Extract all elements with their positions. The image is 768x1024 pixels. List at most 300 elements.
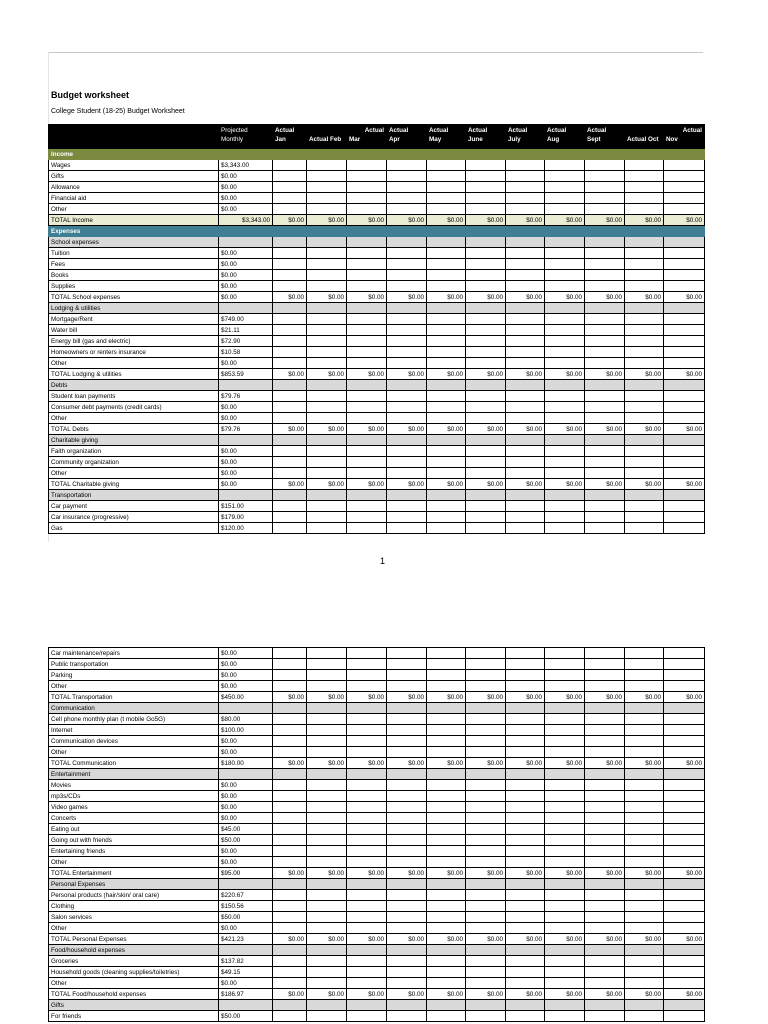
empty-cell [545, 923, 585, 934]
empty-cell [427, 237, 466, 248]
empty-cell [307, 659, 347, 670]
actual-value: $0.00 [347, 868, 387, 879]
projected-value: $0.00 [219, 204, 273, 215]
actual-value: $0.00 [585, 215, 625, 226]
actual-value: $0.00 [466, 934, 506, 945]
empty-cell [307, 160, 347, 171]
table-row-item [49, 978, 705, 989]
empty-cell [545, 193, 585, 204]
projected-value: $0.00 [219, 358, 273, 369]
actual-value: $0.00 [273, 989, 307, 1000]
empty-cell [506, 501, 545, 512]
empty-cell [625, 446, 664, 457]
actual-value: $0.00 [664, 692, 705, 703]
empty-cell [545, 857, 585, 868]
empty-cell [506, 802, 545, 813]
header-actual-month: Actual Mar [347, 125, 387, 149]
empty-cell [506, 912, 545, 923]
row-label: Internet [49, 725, 219, 736]
empty-cell [664, 648, 705, 659]
empty-cell [427, 149, 466, 160]
actual-value: $0.00 [427, 215, 466, 226]
empty-cell [347, 457, 387, 468]
empty-cell [307, 303, 347, 314]
table-row-item [49, 204, 705, 215]
empty-cell [387, 703, 427, 714]
empty-cell [585, 802, 625, 813]
empty-cell [545, 956, 585, 967]
row-label: Salon services [49, 912, 219, 923]
empty-cell [273, 747, 307, 758]
empty-cell [307, 512, 347, 523]
projected-value: $853.59 [219, 369, 273, 380]
actual-value: $0.00 [625, 758, 664, 769]
empty-cell [347, 182, 387, 193]
empty-cell [347, 160, 387, 171]
empty-cell [466, 204, 506, 215]
empty-cell [506, 956, 545, 967]
empty-cell [506, 703, 545, 714]
empty-cell [427, 681, 466, 692]
empty-cell [347, 149, 387, 160]
empty-cell [625, 490, 664, 501]
empty-cell [545, 314, 585, 325]
actual-value: $0.00 [307, 758, 347, 769]
actual-value: $0.00 [506, 758, 545, 769]
table-row-item [49, 160, 705, 171]
actual-value: $0.00 [387, 868, 427, 879]
actual-value: $0.00 [506, 215, 545, 226]
actual-value: $0.00 [427, 479, 466, 490]
empty-cell [664, 226, 705, 237]
empty-cell [585, 659, 625, 670]
section-label: Charitable giving [49, 435, 219, 446]
empty-cell [545, 391, 585, 402]
empty-cell [506, 1000, 545, 1011]
empty-cell [427, 270, 466, 281]
empty-cell [466, 879, 506, 890]
table-row-sect2 [49, 226, 705, 237]
row-label: Communication devices [49, 736, 219, 747]
empty-cell [347, 193, 387, 204]
empty-cell [625, 945, 664, 956]
empty-cell [427, 248, 466, 259]
empty-cell [625, 347, 664, 358]
empty-cell [387, 391, 427, 402]
empty-cell [625, 648, 664, 659]
empty-cell [585, 248, 625, 259]
empty-cell [387, 226, 427, 237]
empty-cell [307, 912, 347, 923]
empty-cell [387, 857, 427, 868]
empty-cell [387, 747, 427, 758]
actual-value: $0.00 [506, 692, 545, 703]
empty-cell [307, 259, 347, 270]
actual-value: $0.00 [387, 758, 427, 769]
row-label: Groceries [49, 956, 219, 967]
empty-cell [427, 824, 466, 835]
empty-cell [387, 347, 427, 358]
empty-cell [387, 813, 427, 824]
empty-cell [466, 193, 506, 204]
actual-value: $0.00 [545, 424, 585, 435]
row-label: Other [49, 747, 219, 758]
empty-cell [585, 149, 625, 160]
empty-cell [466, 846, 506, 857]
empty-cell [545, 358, 585, 369]
empty-cell [427, 648, 466, 659]
empty-cell [273, 347, 307, 358]
empty-cell [664, 336, 705, 347]
actual-value: $0.00 [664, 758, 705, 769]
table-row-item [49, 901, 705, 912]
empty-cell [545, 171, 585, 182]
empty-cell [664, 901, 705, 912]
table-row-total [49, 292, 705, 303]
empty-cell [664, 824, 705, 835]
actual-value: $0.00 [585, 934, 625, 945]
empty-cell [625, 204, 664, 215]
empty-cell [664, 879, 705, 890]
empty-cell [273, 512, 307, 523]
table-row-total [49, 758, 705, 769]
empty-cell [307, 923, 347, 934]
row-label: Other [49, 923, 219, 934]
empty-cell [466, 714, 506, 725]
empty-cell [585, 725, 625, 736]
section-label: Personal Expenses [49, 879, 219, 890]
projected-value: $95.00 [219, 868, 273, 879]
row-label: Car payment [49, 501, 219, 512]
table-row-item [49, 248, 705, 259]
empty-cell [545, 380, 585, 391]
empty-cell [585, 171, 625, 182]
empty-cell [219, 879, 273, 890]
empty-cell [664, 725, 705, 736]
empty-cell [347, 681, 387, 692]
empty-cell [273, 413, 307, 424]
empty-cell [545, 160, 585, 171]
empty-cell [387, 670, 427, 681]
empty-cell [347, 303, 387, 314]
projected-value: $179.00 [219, 512, 273, 523]
row-label: Other [49, 358, 219, 369]
empty-cell [466, 1011, 506, 1022]
row-label: Other [49, 204, 219, 215]
empty-cell [219, 226, 273, 237]
section-label: Lodging & utilities [49, 303, 219, 314]
section-label: Debts [49, 380, 219, 391]
empty-cell [585, 901, 625, 912]
empty-cell [347, 769, 387, 780]
empty-cell [545, 659, 585, 670]
empty-cell [273, 670, 307, 681]
actual-value: $0.00 [347, 215, 387, 226]
actual-value: $0.00 [307, 989, 347, 1000]
table-row-item [49, 835, 705, 846]
actual-value: $0.00 [307, 479, 347, 490]
empty-cell [625, 391, 664, 402]
row-label: Fees [49, 259, 219, 270]
empty-cell [307, 336, 347, 347]
empty-cell [664, 501, 705, 512]
empty-cell [273, 857, 307, 868]
empty-cell [545, 780, 585, 791]
empty-cell [273, 736, 307, 747]
empty-cell [664, 703, 705, 714]
projected-value: $0.00 [219, 923, 273, 934]
actual-value: $0.00 [347, 424, 387, 435]
empty-cell [427, 901, 466, 912]
empty-cell [387, 978, 427, 989]
row-label: Gifts [49, 171, 219, 182]
actual-value: $0.00 [625, 215, 664, 226]
empty-cell [664, 791, 705, 802]
projected-value: $0.00 [219, 468, 273, 479]
projected-value: $220.67 [219, 890, 273, 901]
empty-cell [387, 879, 427, 890]
empty-cell [307, 501, 347, 512]
actual-value: $0.00 [387, 292, 427, 303]
table-row-item [49, 681, 705, 692]
empty-cell [664, 490, 705, 501]
empty-cell [427, 391, 466, 402]
empty-cell [506, 835, 545, 846]
empty-cell [506, 659, 545, 670]
empty-cell [307, 1011, 347, 1022]
actual-value: $0.00 [347, 692, 387, 703]
empty-cell [387, 945, 427, 956]
projected-value: $0.00 [219, 281, 273, 292]
row-label: Entertaining friends [49, 846, 219, 857]
empty-cell [273, 380, 307, 391]
empty-cell [506, 725, 545, 736]
empty-cell [506, 468, 545, 479]
empty-cell [466, 747, 506, 758]
empty-cell [545, 714, 585, 725]
table-row-item [49, 912, 705, 923]
empty-cell [307, 446, 347, 457]
actual-value: $0.00 [545, 215, 585, 226]
empty-cell [506, 1011, 545, 1022]
empty-cell [427, 659, 466, 670]
table-row-item [49, 501, 705, 512]
empty-cell [506, 901, 545, 912]
empty-cell [427, 512, 466, 523]
row-label: Supplies [49, 281, 219, 292]
empty-cell [307, 681, 347, 692]
actual-value: $0.00 [585, 424, 625, 435]
actual-value: $0.00 [466, 424, 506, 435]
empty-cell [307, 380, 347, 391]
empty-cell [387, 523, 427, 534]
empty-cell [466, 725, 506, 736]
actual-value: $0.00 [585, 758, 625, 769]
empty-cell [347, 747, 387, 758]
empty-cell [664, 204, 705, 215]
empty-cell [307, 314, 347, 325]
empty-cell [307, 149, 347, 160]
empty-cell [585, 402, 625, 413]
row-label: Concerts [49, 813, 219, 824]
row-label: TOTAL Income [49, 215, 219, 226]
empty-cell [307, 813, 347, 824]
row-label: mp3s/CDs [49, 791, 219, 802]
empty-cell [585, 791, 625, 802]
empty-cell [347, 226, 387, 237]
empty-cell [506, 890, 545, 901]
empty-cell [427, 171, 466, 182]
empty-cell [625, 358, 664, 369]
table-row-grp [49, 769, 705, 780]
empty-cell [387, 923, 427, 934]
row-label: Other [49, 413, 219, 424]
empty-cell [347, 512, 387, 523]
empty-cell [585, 824, 625, 835]
empty-cell [347, 314, 387, 325]
empty-cell [585, 446, 625, 457]
table-row-grp [49, 380, 705, 391]
empty-cell [466, 659, 506, 670]
empty-cell [307, 523, 347, 534]
row-label: Personal products (hair/skin/ oral care) [49, 890, 219, 901]
empty-cell [506, 171, 545, 182]
actual-value: $0.00 [273, 215, 307, 226]
empty-cell [545, 325, 585, 336]
empty-cell [307, 193, 347, 204]
empty-cell [664, 149, 705, 160]
empty-cell [273, 681, 307, 692]
empty-cell [466, 780, 506, 791]
empty-cell [585, 193, 625, 204]
projected-value: $50.00 [219, 1011, 273, 1022]
empty-cell [273, 149, 307, 160]
projected-value: $0.00 [219, 736, 273, 747]
empty-cell [664, 802, 705, 813]
empty-cell [307, 413, 347, 424]
projected-value: $186.97 [219, 989, 273, 1000]
section-label: Entertainment [49, 769, 219, 780]
empty-cell [427, 703, 466, 714]
empty-cell [664, 857, 705, 868]
empty-cell [427, 303, 466, 314]
empty-cell [664, 391, 705, 402]
empty-cell [625, 501, 664, 512]
empty-cell [387, 413, 427, 424]
empty-cell [664, 956, 705, 967]
empty-cell [427, 182, 466, 193]
empty-cell [625, 747, 664, 758]
table-row-item [49, 402, 705, 413]
row-label: Other [49, 857, 219, 868]
table-row-item [49, 193, 705, 204]
empty-cell [625, 890, 664, 901]
empty-cell [466, 703, 506, 714]
row-label: TOTAL Personal Expenses [49, 934, 219, 945]
section-label: Expenses [49, 226, 219, 237]
row-label: Student loan payments [49, 391, 219, 402]
empty-cell [664, 347, 705, 358]
empty-cell [273, 237, 307, 248]
empty-cell [466, 978, 506, 989]
empty-cell [506, 204, 545, 215]
empty-cell [585, 835, 625, 846]
empty-cell [466, 945, 506, 956]
empty-cell [585, 747, 625, 758]
empty-cell [545, 835, 585, 846]
empty-cell [585, 468, 625, 479]
actual-value: $0.00 [427, 424, 466, 435]
empty-cell [545, 912, 585, 923]
empty-cell [664, 237, 705, 248]
row-label: Consumer debt payments (credit cards) [49, 402, 219, 413]
section-label: Gifts [49, 1000, 219, 1011]
empty-cell [545, 457, 585, 468]
empty-cell [273, 923, 307, 934]
empty-cell [273, 659, 307, 670]
actual-value: $0.00 [664, 292, 705, 303]
empty-cell [347, 857, 387, 868]
empty-cell [427, 912, 466, 923]
empty-cell [347, 413, 387, 424]
empty-cell [387, 714, 427, 725]
empty-cell [387, 835, 427, 846]
empty-cell [625, 325, 664, 336]
actual-value: $0.00 [427, 369, 466, 380]
table-row-total [49, 868, 705, 879]
empty-cell [585, 325, 625, 336]
empty-cell [347, 380, 387, 391]
empty-cell [273, 791, 307, 802]
empty-cell [585, 281, 625, 292]
empty-cell [307, 670, 347, 681]
empty-cell [273, 846, 307, 857]
empty-cell [545, 270, 585, 281]
table-row-item [49, 171, 705, 182]
empty-cell [506, 160, 545, 171]
empty-cell [625, 314, 664, 325]
empty-cell [585, 314, 625, 325]
actual-value: $0.00 [307, 215, 347, 226]
empty-cell [664, 1000, 705, 1011]
section-label: Communication [49, 703, 219, 714]
empty-cell [466, 446, 506, 457]
empty-cell [273, 325, 307, 336]
actual-value: $0.00 [273, 934, 307, 945]
empty-cell [466, 259, 506, 270]
empty-cell [625, 659, 664, 670]
empty-cell [466, 347, 506, 358]
empty-cell [273, 281, 307, 292]
empty-cell [307, 402, 347, 413]
row-label: Video games [49, 802, 219, 813]
empty-cell [466, 512, 506, 523]
empty-cell [427, 813, 466, 824]
empty-cell [219, 435, 273, 446]
empty-cell [347, 912, 387, 923]
empty-cell [625, 248, 664, 259]
table-row-item [49, 802, 705, 813]
empty-cell [545, 303, 585, 314]
table-row-item [49, 890, 705, 901]
empty-cell [347, 402, 387, 413]
empty-cell [273, 226, 307, 237]
empty-cell [585, 1000, 625, 1011]
empty-cell [664, 890, 705, 901]
empty-cell [347, 281, 387, 292]
empty-cell [466, 523, 506, 534]
table-row-item [49, 336, 705, 347]
